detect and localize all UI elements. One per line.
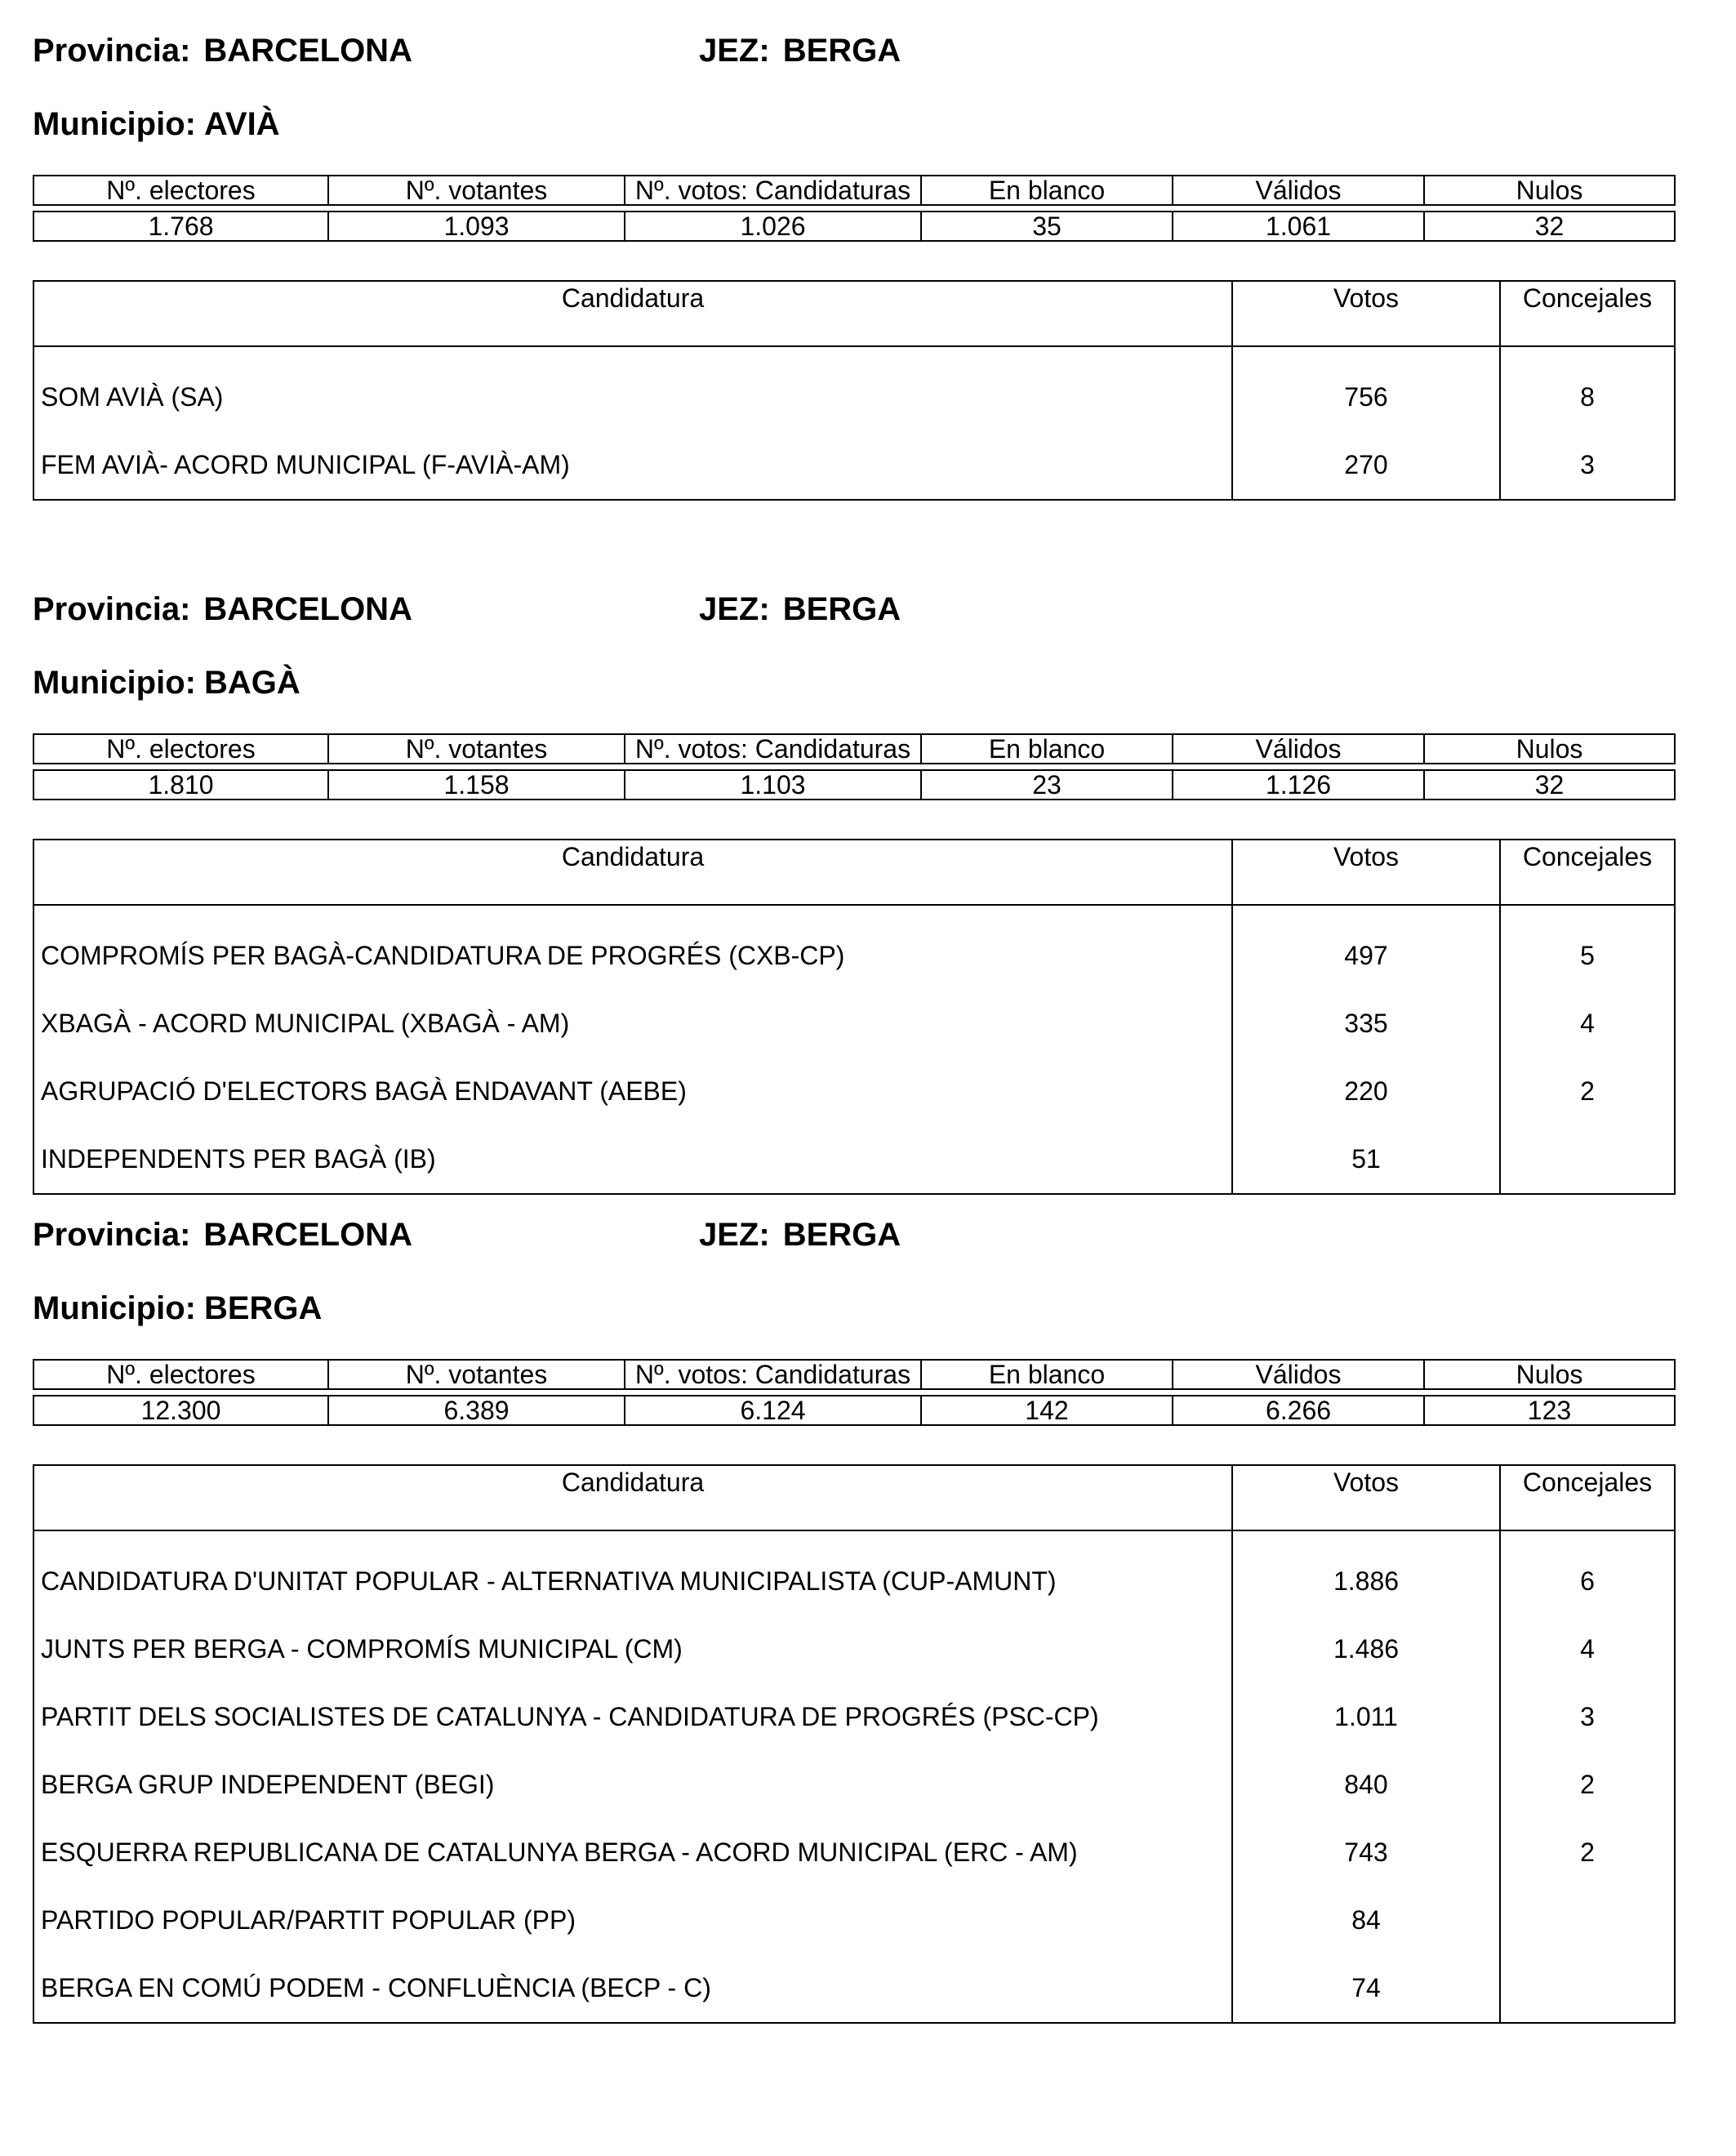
stats-value-cell: 1.126 bbox=[1173, 769, 1425, 800]
candidatura-votos: 1.011 bbox=[1233, 1683, 1501, 1751]
candidatura-votos: 270 bbox=[1233, 431, 1501, 499]
candidatura-concejales: 2 bbox=[1580, 1838, 1595, 1867]
table-row bbox=[34, 1819, 1674, 1886]
candidatura-concejales: 4 bbox=[1580, 1009, 1595, 1038]
stats-value-row bbox=[33, 211, 1676, 242]
table-row bbox=[34, 431, 1674, 499]
stats-value-cell: 1.810 bbox=[33, 769, 329, 800]
col-header-candidatura: Candidatura bbox=[34, 1466, 1233, 1530]
stats-header-cell: Nº. votantes bbox=[329, 175, 625, 206]
table-row bbox=[34, 1886, 1674, 1954]
stats-header-cell: Nº. votantes bbox=[329, 733, 625, 764]
municipio-label: Municipio: bbox=[33, 1290, 196, 1326]
candidatura-name: PARTIDO POPULAR/PARTIT POPULAR (PP) bbox=[34, 1886, 1233, 1954]
stats-value-cell: 1.026 bbox=[625, 211, 922, 242]
candidatura-votos: 1.886 bbox=[1233, 1548, 1501, 1615]
candidatura-votos: 840 bbox=[1233, 1751, 1501, 1819]
candidatura-name: BERGA EN COMÚ PODEM - CONFLUÈNCIA (BECP - C) bbox=[34, 1954, 1233, 2022]
summary-stats-table bbox=[33, 728, 1676, 805]
candidatura-name: INDEPENDENTS PER BAGÀ (IB) bbox=[34, 1125, 1233, 1193]
candidatura-concejales: 2 bbox=[1580, 1076, 1595, 1106]
candidaturas-header-row bbox=[34, 282, 1674, 347]
candidatura-concejales: 3 bbox=[1580, 1702, 1595, 1731]
provincia-heading bbox=[33, 31, 412, 70]
candidatura-name: AGRUPACIÓ D'ELECTORS BAGÀ ENDAVANT (AEBE) bbox=[34, 1058, 1233, 1125]
jez-heading bbox=[699, 1215, 901, 1254]
stats-header-cell: Nº. votos: Candidaturas bbox=[625, 733, 922, 764]
candidatura-name: BERGA GRUP INDEPENDENT (BEGI) bbox=[34, 1751, 1233, 1819]
provincia-label: Provincia: bbox=[33, 33, 191, 69]
candidatura-concejales bbox=[1501, 1886, 1674, 1954]
table-row bbox=[34, 1954, 1674, 2022]
table-row bbox=[34, 363, 1674, 431]
stats-value-cell: 1.061 bbox=[1173, 211, 1425, 242]
summary-stats-table bbox=[33, 170, 1676, 247]
candidatura-votos: 84 bbox=[1233, 1886, 1501, 1954]
candidatura-concejales: 8 bbox=[1580, 382, 1595, 412]
candidaturas-table bbox=[33, 839, 1676, 1195]
col-header-votos: Votos bbox=[1233, 1466, 1501, 1530]
stats-value-cell: 6.389 bbox=[329, 1395, 625, 1426]
candidatura-name: PARTIT DELS SOCIALISTES DE CATALUNYA - CANDIDATURA DE PROGRÉS (PSC-CP) bbox=[34, 1683, 1233, 1751]
candidatura-votos: 756 bbox=[1233, 363, 1501, 431]
stats-header-cell: Nº. votantes bbox=[329, 1359, 625, 1390]
stats-header-row bbox=[33, 733, 1676, 764]
stats-header-cell: Nº. electores bbox=[33, 175, 329, 206]
col-header-concejales: Concejales bbox=[1522, 1468, 1653, 1497]
stats-value-cell: 23 bbox=[922, 769, 1173, 800]
candidatura-votos: 497 bbox=[1233, 922, 1501, 990]
candidatura-votos: 1.486 bbox=[1233, 1615, 1501, 1683]
municipio-heading bbox=[33, 663, 300, 702]
col-header-concejales: Concejales bbox=[1522, 283, 1653, 313]
jez-value: BERGA bbox=[782, 33, 901, 69]
candidaturas-table bbox=[33, 1464, 1676, 2024]
candidatura-votos: 220 bbox=[1233, 1058, 1501, 1125]
table-row bbox=[34, 1751, 1674, 1819]
stats-header-cell: Válidos bbox=[1173, 1359, 1425, 1390]
stats-value-cell: 1.103 bbox=[625, 769, 922, 800]
stats-header-row bbox=[33, 1359, 1676, 1390]
stats-value-cell: 35 bbox=[922, 211, 1173, 242]
municipio-heading bbox=[33, 105, 280, 144]
jez-heading bbox=[699, 590, 901, 629]
municipio-value: AVIÀ bbox=[203, 106, 280, 142]
stats-header-cell: Nº. votos: Candidaturas bbox=[625, 1359, 922, 1390]
municipio-label: Municipio: bbox=[33, 106, 196, 142]
candidaturas-header-row bbox=[34, 1466, 1674, 1531]
stats-header-cell: En blanco bbox=[922, 1359, 1173, 1390]
jez-value: BERGA bbox=[782, 591, 901, 627]
provincia-value: BARCELONA bbox=[203, 1217, 412, 1253]
table-spacer bbox=[34, 1531, 1674, 1548]
stats-value-cell: 6.124 bbox=[625, 1395, 922, 1426]
candidatura-name: FEM AVIÀ- ACORD MUNICIPAL (F-AVIÀ-AM) bbox=[34, 431, 1233, 499]
candidatura-concejales bbox=[1501, 1125, 1674, 1193]
stats-header-cell: Nulos bbox=[1425, 733, 1676, 764]
candidatura-votos: 51 bbox=[1233, 1125, 1501, 1193]
table-spacer bbox=[34, 906, 1674, 922]
stats-value-cell: 1.768 bbox=[33, 211, 329, 242]
stats-value-cell: 1.158 bbox=[329, 769, 625, 800]
table-row bbox=[34, 1058, 1674, 1125]
candidatura-votos: 335 bbox=[1233, 990, 1501, 1058]
col-header-candidatura: Candidatura bbox=[34, 840, 1233, 904]
summary-stats-table bbox=[33, 1354, 1676, 1431]
provincia-value: BARCELONA bbox=[203, 591, 412, 627]
stats-header-cell: Nº. electores bbox=[33, 1359, 329, 1390]
candidatura-name: CANDIDATURA D'UNITAT POPULAR - ALTERNATIVA MUNICIPALISTA (CUP-AMUNT) bbox=[34, 1548, 1233, 1615]
stats-header-cell: Válidos bbox=[1173, 733, 1425, 764]
candidatura-concejales: 4 bbox=[1580, 1634, 1595, 1664]
municipio-value: BAGÀ bbox=[203, 665, 300, 701]
jez-label: JEZ: bbox=[699, 33, 770, 69]
col-header-candidatura: Candidatura bbox=[34, 282, 1233, 345]
table-row bbox=[34, 1615, 1674, 1683]
stats-header-row bbox=[33, 175, 1676, 206]
stats-header-cell: En blanco bbox=[922, 175, 1173, 206]
provincia-label: Provincia: bbox=[33, 1217, 191, 1253]
jez-label: JEZ: bbox=[699, 1217, 770, 1253]
candidatura-name: JUNTS PER BERGA - COMPROMÍS MUNICIPAL (CM) bbox=[34, 1615, 1233, 1683]
municipio-heading bbox=[33, 1289, 322, 1328]
candidatura-concejales: 6 bbox=[1580, 1566, 1595, 1596]
jez-value: BERGA bbox=[782, 1217, 901, 1253]
stats-value-cell: 32 bbox=[1425, 211, 1676, 242]
provincia-label: Provincia: bbox=[33, 591, 191, 627]
stats-value-cell: 12.300 bbox=[33, 1395, 329, 1426]
stats-header-cell: En blanco bbox=[922, 733, 1173, 764]
candidaturas-header-row bbox=[34, 840, 1674, 906]
candidatura-votos: 743 bbox=[1233, 1819, 1501, 1886]
candidatura-name: COMPROMÍS PER BAGÀ-CANDIDATURA DE PROGRÉS (CXB-CP) bbox=[34, 922, 1233, 990]
provincia-heading bbox=[33, 590, 412, 629]
candidatura-concejales: 5 bbox=[1580, 941, 1595, 970]
table-row bbox=[34, 990, 1674, 1058]
candidatura-concejales bbox=[1501, 1954, 1674, 2022]
col-header-concejales: Concejales bbox=[1522, 842, 1653, 871]
jez-label: JEZ: bbox=[699, 591, 770, 627]
candidatura-concejales: 3 bbox=[1580, 450, 1595, 479]
stats-value-cell: 123 bbox=[1425, 1395, 1676, 1426]
stats-value-cell: 6.266 bbox=[1173, 1395, 1425, 1426]
candidatura-votos: 74 bbox=[1233, 1954, 1501, 2022]
municipio-value: BERGA bbox=[203, 1290, 323, 1326]
candidaturas-table bbox=[33, 280, 1676, 501]
stats-header-cell: Válidos bbox=[1173, 175, 1425, 206]
candidatura-name: XBAGÀ - ACORD MUNICIPAL (XBAGÀ - AM) bbox=[34, 990, 1233, 1058]
candidatura-name: ESQUERRA REPUBLICANA DE CATALUNYA BERGA - ACORD MUNICIPAL (ERC - AM) bbox=[34, 1819, 1233, 1886]
stats-header-cell: Nº. votos: Candidaturas bbox=[625, 175, 922, 206]
stats-value-row bbox=[33, 1395, 1676, 1426]
table-spacer bbox=[34, 347, 1674, 363]
table-row bbox=[34, 1125, 1674, 1193]
stats-header-cell: Nulos bbox=[1425, 175, 1676, 206]
candidatura-name: SOM AVIÀ (SA) bbox=[34, 363, 1233, 431]
table-row bbox=[34, 1548, 1674, 1615]
stats-value-row bbox=[33, 769, 1676, 800]
stats-value-cell: 32 bbox=[1425, 769, 1676, 800]
jez-heading bbox=[699, 31, 901, 70]
stats-value-cell: 142 bbox=[922, 1395, 1173, 1426]
provincia-heading bbox=[33, 1215, 412, 1254]
stats-header-cell: Nulos bbox=[1425, 1359, 1676, 1390]
table-row bbox=[34, 1683, 1674, 1751]
stats-value-cell: 1.093 bbox=[329, 211, 625, 242]
provincia-value: BARCELONA bbox=[203, 33, 412, 69]
stats-header-cell: Nº. electores bbox=[33, 733, 329, 764]
candidatura-concejales: 2 bbox=[1580, 1770, 1595, 1799]
col-header-votos: Votos bbox=[1233, 282, 1501, 345]
municipio-label: Municipio: bbox=[33, 665, 196, 701]
col-header-votos: Votos bbox=[1233, 840, 1501, 904]
table-row bbox=[34, 922, 1674, 990]
